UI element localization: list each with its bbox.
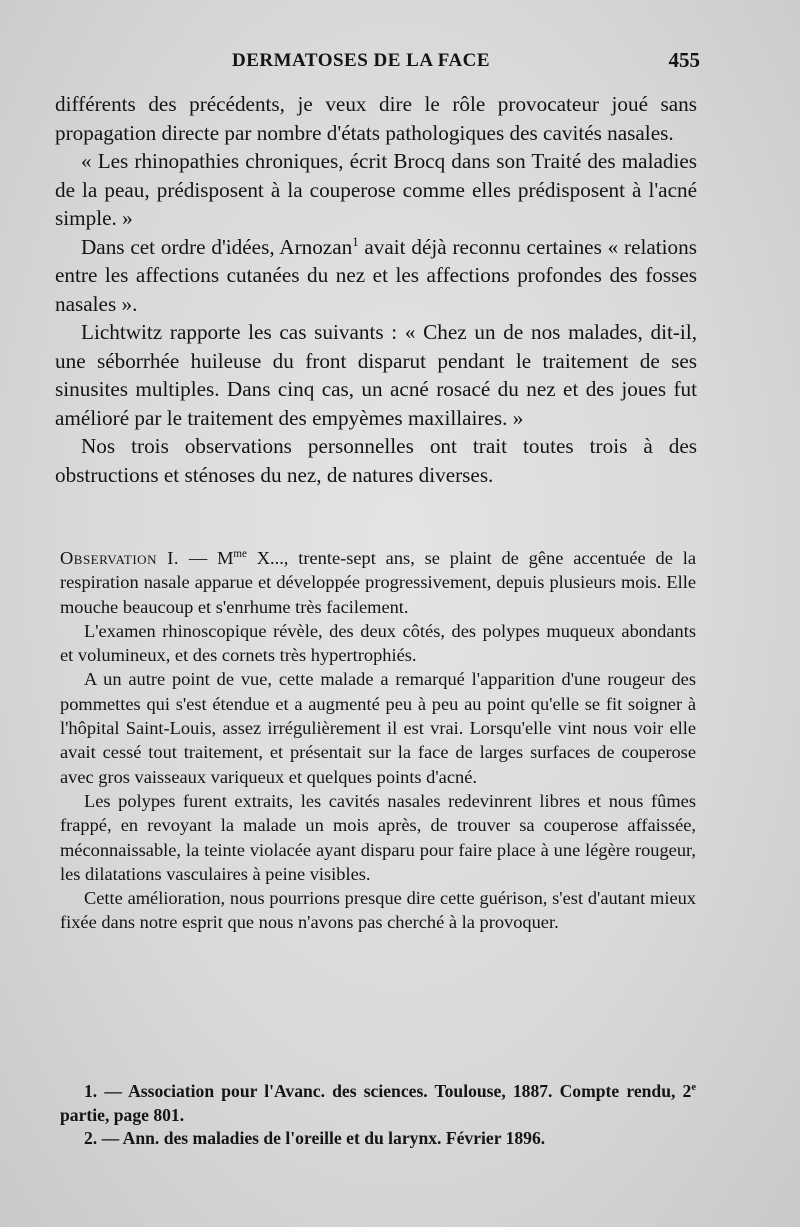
footnote-ref-1: 1 [352, 234, 359, 249]
paragraph-1: différents des précédents, je veux dire le rôle provocateur joué sans propagation directe par nombre d'états pathologiques des cavités nasales. [55, 92, 697, 145]
observation-paragraph-4: Les polypes furent extraits, les cavités nasales redevinrent libres et nous fûmes frappé, en revoyant la malade un mois après, de trouver sa couperose affaissée, méconnaissable, la teinte violacée ayant disparu pour faire place à une légère rougeur, les dilatations vasculaires à peine visibles. [60, 790, 696, 884]
paragraph-3-end: avait déjà reconnu certaines « relations entre les affections cutanées du nez et les affections profondes des fosses nasales ». [55, 234, 697, 316]
paragraph-3-start: Dans cet ordre d'idées, Arnozan [81, 234, 353, 259]
footnote-1-number: 1. [84, 1081, 98, 1101]
paragraph-4: Lichtwitz rapporte les cas suivants : « Chez un de nos malades, dit-il, une séborrhée huileuse du front disparut pendant le traitement de ses sinusites multiples. Dans cinq cas, un acné rosacé du nez et des joues fut amélioré par le traitement des empyèmes maxillaires. » [55, 320, 697, 430]
observation-paragraph-3: A un autre point de vue, cette malade a remarqué l'apparition d'une rougeur des pommettes qui s'est étendue et a augmenté peu à peu au point qu'elle se fit soigner à l'hôpital Saint-Louis, assez irrégulièrement il est vrai. Lorsqu'elle vint nous voir elle avait cessé tout traitement, et présentait sur la face de larges surfaces de couperose avec gros vaisseaux variqueux et quelques points d'acné. [60, 669, 696, 787]
observation-section [60, 546, 696, 935]
observation-intro [60, 546, 696, 619]
footnote-1-text: — Association pour l'Avanc. des sciences. Toulouse, 1887. Compte rendu, 2 [97, 1081, 692, 1101]
observation-dash: — M [179, 548, 234, 568]
footnote-2-text: — Ann. des maladies de l'oreille et du larynx. Février 1896. [97, 1128, 546, 1148]
page-number: 455 [668, 48, 700, 72]
footnote-1-tail: partie, page 801. [60, 1104, 185, 1125]
footnote-1-sup: e [691, 1082, 696, 1094]
observation-intro-text: X..., trente-sept ans, se plaint de gêne accentuée de la respiration nasale apparue et développée progressivement, depuis plusieurs mois. Elle mouche beaucoup et s'enrhume très facilement. [60, 548, 696, 617]
footnote-2-number: 2. [84, 1128, 98, 1148]
paragraph-2: « Les rhinopathies chroniques, écrit Brocq dans son Traité des maladies de la peau, prédisposent à la couperose comme elles prédisposent à l'acné simple. » [55, 149, 697, 230]
footnote-1 [60, 1080, 696, 1127]
running-title: DERMATOSES DE LA FACE [232, 50, 491, 71]
observation-paragraph-2: L'examen rhinoscopique révèle, des deux côtés, des polypes muqueux abondants et volumineux, et des cornets très hypertrophiés. [60, 620, 696, 666]
observation-label: Observation I. [60, 548, 180, 568]
page-header [60, 50, 700, 76]
footnote-2 [60, 1127, 696, 1151]
paragraph-5: Nos trois observations personnelles ont trait toutes trois à des obstructions et sténoses du nez, de natures diverses. [55, 434, 697, 487]
observation-paragraph-5: Cette amélioration, nous pourrions presque dire cette guérison, s'est d'autant mieux fixée dans notre esprit que nous n'avons pas cherché à la provoquer. [60, 888, 696, 933]
observation-title-sup: me [233, 547, 247, 560]
footnotes [60, 1080, 696, 1151]
paragraph-3 [55, 233, 697, 319]
main-text [55, 90, 697, 489]
